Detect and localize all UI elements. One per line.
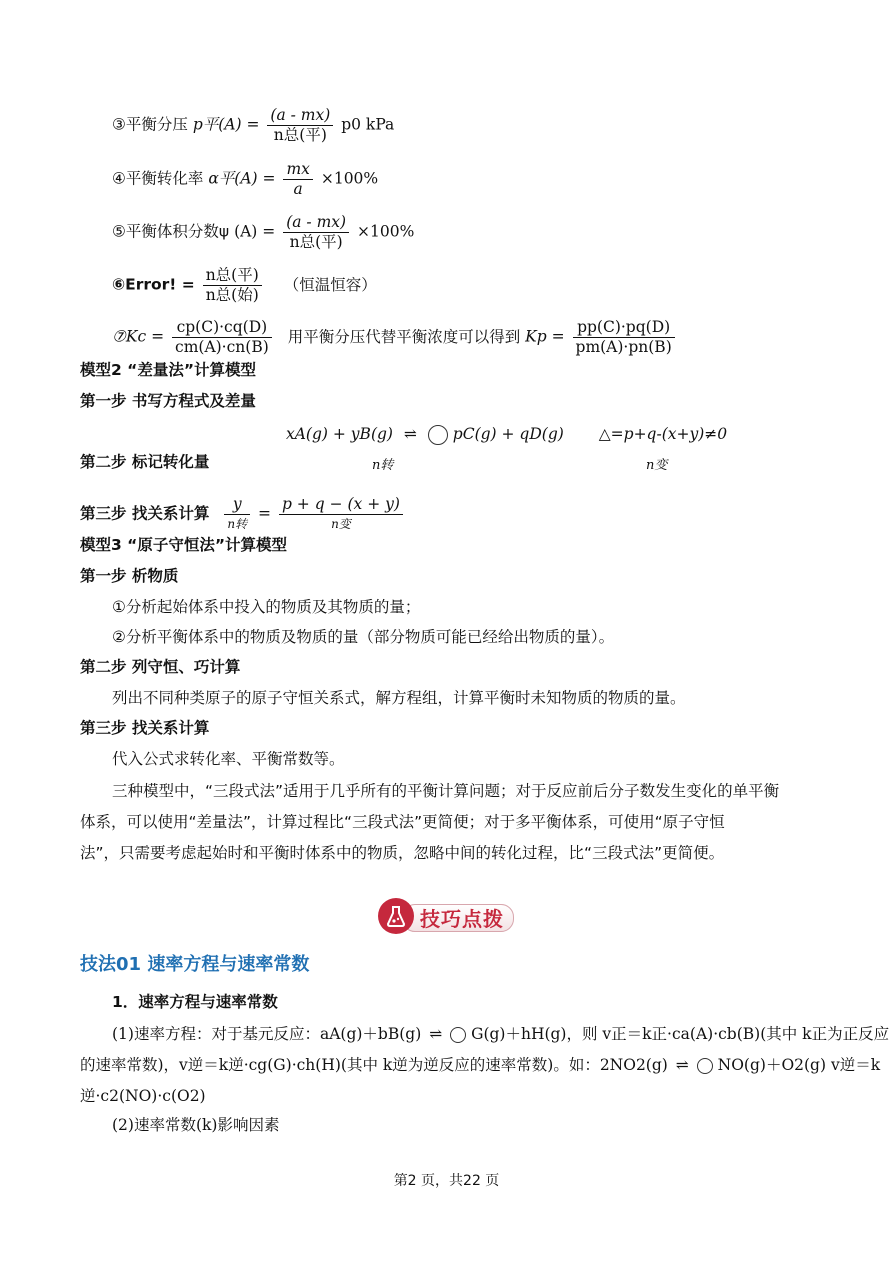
formula-label: ⑦Kc =: [112, 327, 165, 346]
circle-icon: [697, 1058, 713, 1074]
fraction-kp: [573, 318, 675, 357]
para1-part-a: (1)速率方程：对于基元反应：aA(g)＋bB(g): [112, 1025, 422, 1043]
para2-part-b: NO(g)＋O2(g) v逆＝k: [717, 1056, 881, 1074]
equilibrium-arrow-icon: ⇌: [675, 1056, 689, 1074]
formula-partial-pressure: [112, 106, 394, 145]
model3-step3-text: 代入公式求转化率、平衡常数等。: [112, 750, 345, 768]
formula-equilibrium-constant: [112, 318, 678, 357]
formula-rhs: p0 kPa: [341, 115, 395, 134]
model2-equation: [286, 424, 727, 445]
denominator: n总(始): [205, 286, 259, 304]
technique-para3: 逆·c2(NO)·c(O2): [80, 1087, 206, 1105]
summary-line2: 体系，可以使用“差量法”，计算过程比“三段式法”更简便；对于多平衡体系，可使用“原子守恒: [80, 813, 725, 831]
technique-para4: (2)速率常数(k)影响因素: [112, 1116, 280, 1134]
fraction: [203, 266, 262, 305]
denominator: n总(平): [273, 126, 327, 144]
formula-rhs: ×100%: [320, 169, 379, 188]
model2-step3-line: [80, 495, 406, 534]
flask-icon: [378, 898, 414, 934]
equation-right: pC(g) + qD(g): [452, 425, 564, 443]
denominator: a: [293, 180, 303, 198]
summary-line3: 法”，只需要考虑起始时和平衡时体系中的物质，忽略中间的转化过程，比“三段式法”更简便。: [80, 844, 725, 862]
page-footer: 第2 页，共22 页: [393, 1173, 500, 1189]
n-bian-label: n变: [646, 458, 668, 473]
fraction: [267, 106, 333, 145]
equals-sign: =: [258, 504, 272, 523]
formula-mid-text: 用平衡分压代替平衡浓度可以得到: [287, 327, 521, 346]
formula-conversion-rate: [112, 160, 378, 199]
model2-step3: 第三步 找关系计算: [80, 504, 210, 523]
formula-label: ④平衡转化率: [112, 169, 204, 188]
technique-para2: [80, 1055, 880, 1075]
numerator: y: [224, 495, 250, 515]
technique-para1: [112, 1024, 889, 1044]
formula-label: ⑤平衡体积分数ψ: [112, 222, 230, 241]
numerator: n总(平): [203, 266, 262, 286]
model3-step2: 第二步 列守恒、巧计算: [80, 658, 241, 676]
model2-step1: 第一步 书写方程式及差量: [80, 392, 256, 410]
badge-text: 技巧点拨: [420, 907, 504, 931]
fraction-right: [279, 495, 403, 534]
fraction: [172, 318, 272, 357]
model3-item1: ①分析起始体系中投入的物质及其物质的量；: [112, 598, 421, 616]
n-zhuan-label: n转: [372, 458, 394, 473]
formula-pressure-ratio: [112, 266, 377, 305]
formula-lhs: (A) =: [234, 222, 276, 241]
model2-step2: 第二步 标记转化量: [80, 453, 210, 471]
equilibrium-arrow-icon: ⇌: [403, 425, 417, 443]
formula-volume-fraction: [112, 213, 414, 252]
para1-part-b: G(g)＋hH(g)，则 v正＝k正·ca(A)·cb(B)(其中 k正为正反应: [471, 1025, 890, 1043]
formula-lhs: p平(A) =: [192, 115, 260, 134]
fraction-left: [224, 495, 250, 534]
formula-lhs: α平(A) =: [208, 169, 276, 188]
model3-step3: 第三步 找关系计算: [80, 719, 210, 737]
technique-heading: 1．速率方程与速率常数: [112, 993, 278, 1011]
denominator: n转: [227, 517, 248, 531]
numerator: p + q − (x + y): [279, 495, 403, 515]
denominator: pm(A)·pn(B): [575, 338, 672, 356]
formula-rhs: ×100%: [357, 222, 415, 241]
tips-badge: [378, 898, 512, 934]
model2-title: 模型2 “差量法”计算模型: [80, 361, 257, 379]
summary-line1: 三种模型中，“三段式法”适用于几乎所有的平衡计算问题；对于反应前后分子数发生变化的单平衡: [112, 782, 780, 800]
numerator: pp(C)·pq(D): [573, 318, 675, 338]
circle-icon: [428, 425, 448, 445]
model3-step1: 第一步 析物质: [80, 567, 179, 585]
denominator: n变: [331, 517, 351, 531]
circle-icon: [450, 1027, 466, 1043]
equilibrium-arrow-icon: ⇌: [429, 1025, 443, 1043]
fraction: [283, 160, 312, 199]
denominator: n总(平): [289, 233, 343, 251]
equation-left: xA(g) + yB(g): [286, 425, 393, 443]
numerator: (a - mx): [283, 213, 349, 233]
numerator: cp(C)·cq(D): [172, 318, 272, 338]
denominator: cm(A)·cn(B): [175, 338, 269, 356]
model3-item2: ②分析平衡体系中的物质及物质的量（部分物质可能已经给出物质的量）。: [112, 628, 615, 646]
fraction: [283, 213, 349, 252]
formula-label: ③平衡分压: [112, 115, 188, 134]
section-title: 技法01 速率方程与速率常数: [80, 954, 310, 975]
numerator: (a - mx): [267, 106, 333, 126]
formula-label: ⑥Error! =: [112, 275, 195, 294]
formula-lhs2: Kp =: [525, 327, 565, 346]
numerator: mx: [283, 160, 312, 180]
formula-note: （恒温恒容）: [283, 275, 377, 294]
model3-title: 模型3 “原子守恒法”计算模型: [80, 536, 288, 554]
equation-delta: △=p+q-(x+y)≠0: [598, 425, 728, 443]
model3-step2-text: 列出不同种类原子的原子守恒关系式，解方程组，计算平衡时未知物质的物质的量。: [112, 689, 686, 707]
para2-part-a: 的速率常数)，v逆＝k逆·cg(G)·ch(H)(其中 k逆为逆反应的速率常数)。如：2NO2(g): [80, 1056, 668, 1074]
